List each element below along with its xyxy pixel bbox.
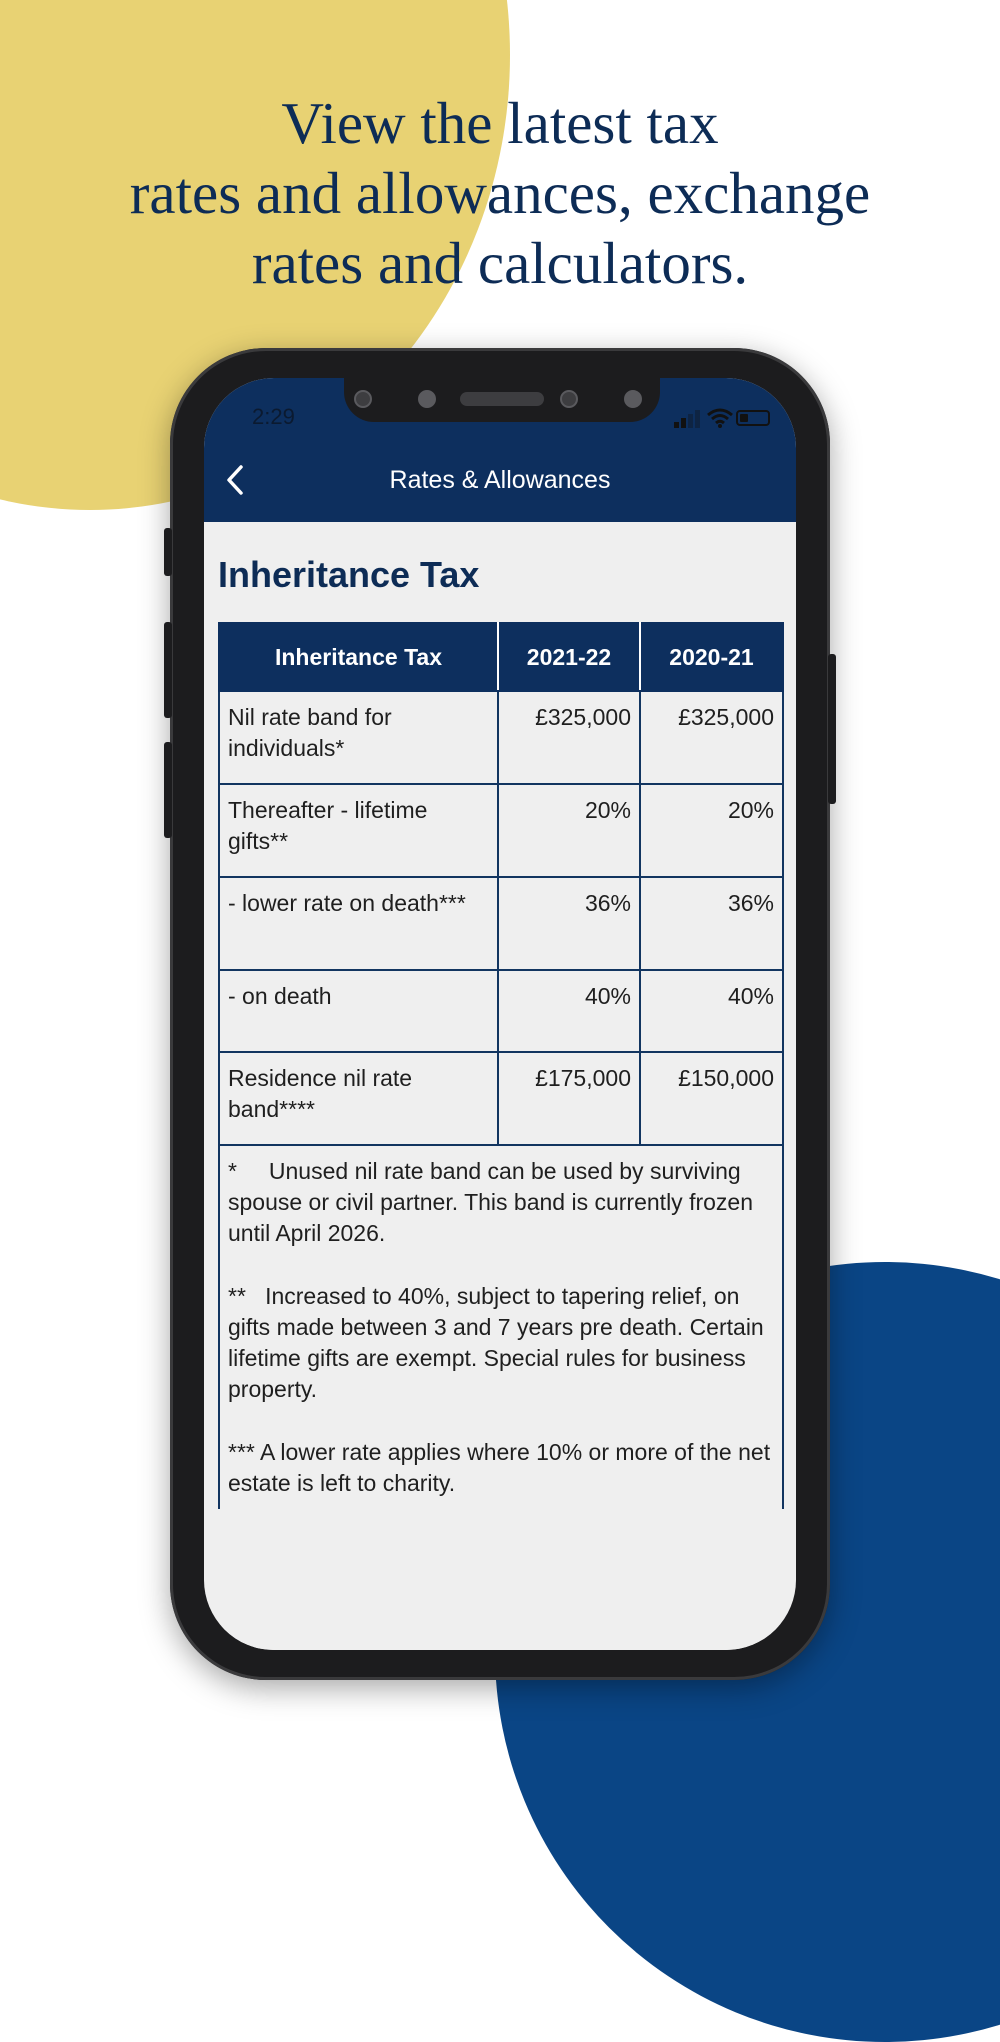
app-bar xyxy=(204,378,796,522)
screen-bottom-edge xyxy=(204,1626,796,1650)
row-label: Residence nil rate band**** xyxy=(219,1052,498,1145)
value-2021-22: 40% xyxy=(498,970,640,1052)
table-row xyxy=(219,691,783,784)
promo-headline xyxy=(0,88,1000,298)
sensor-icon xyxy=(354,390,372,408)
value-2020-21: 36% xyxy=(640,877,783,970)
value-2020-21: £325,000 xyxy=(640,691,783,784)
headline-line: rates and allowances, exchange xyxy=(129,160,871,226)
footnote: *** A lower rate applies where 10% or more of the net estate is left to charity. xyxy=(228,1439,777,1496)
footnote: * Unused nil rate band can be used by surviving spouse or civil partner. This band is currently frozen until April 2026. xyxy=(228,1158,760,1246)
notes-row xyxy=(219,1145,783,1509)
status-time: 2:29 xyxy=(252,404,295,429)
headline-line: View the latest tax xyxy=(281,90,719,156)
phone-notch xyxy=(344,378,660,422)
column-header: Inheritance Tax xyxy=(219,623,498,691)
inheritance-tax-table xyxy=(218,622,784,1509)
row-label: Thereafter - lifetime gifts** xyxy=(219,784,498,877)
value-2021-22: 36% xyxy=(498,877,640,970)
column-header: 2021-22 xyxy=(498,623,640,691)
phone-volume-down-button xyxy=(164,742,172,838)
row-label: - lower rate on death*** xyxy=(219,877,498,970)
table-row xyxy=(219,784,783,877)
value-2021-22: £325,000 xyxy=(498,691,640,784)
sensor-icon xyxy=(624,390,642,408)
value-2020-21: £150,000 xyxy=(640,1052,783,1145)
signal-icon xyxy=(674,408,704,428)
row-label: Nil rate band for individuals* xyxy=(219,691,498,784)
phone-screen xyxy=(204,378,796,1650)
table-row xyxy=(219,1052,783,1145)
camera-icon xyxy=(560,390,578,408)
speaker-grille xyxy=(460,392,544,406)
app-bar-title: Rates & Allowances xyxy=(389,466,611,494)
footnotes xyxy=(219,1145,783,1509)
table-row xyxy=(219,970,783,1052)
value-2020-21: 20% xyxy=(640,784,783,877)
status-icons xyxy=(670,408,770,428)
content-area[interactable] xyxy=(204,522,796,1650)
column-header: 2020-21 xyxy=(640,623,783,691)
table-header-row xyxy=(219,623,783,691)
battery-icon xyxy=(736,410,770,426)
phone-power-button xyxy=(828,654,836,804)
footnote: ** Increased to 40%, subject to tapering relief, on gifts made between 3 and 7 years pre death. Certain lifetime gifts are exempt. Special rules for business property. xyxy=(228,1283,771,1402)
phone-volume-up-button xyxy=(164,622,172,718)
table-row xyxy=(219,877,783,970)
row-label: - on death xyxy=(219,970,498,1052)
wifi-icon xyxy=(706,408,734,428)
value-2021-22: 20% xyxy=(498,784,640,877)
value-2020-21: 40% xyxy=(640,970,783,1052)
sensor-icon xyxy=(418,390,436,408)
headline-line: rates and calculators. xyxy=(251,230,749,296)
page-title: Inheritance Tax xyxy=(218,554,480,595)
phone-mockup xyxy=(170,348,830,1680)
value-2021-22: £175,000 xyxy=(498,1052,640,1145)
phone-mute-switch xyxy=(164,528,172,576)
